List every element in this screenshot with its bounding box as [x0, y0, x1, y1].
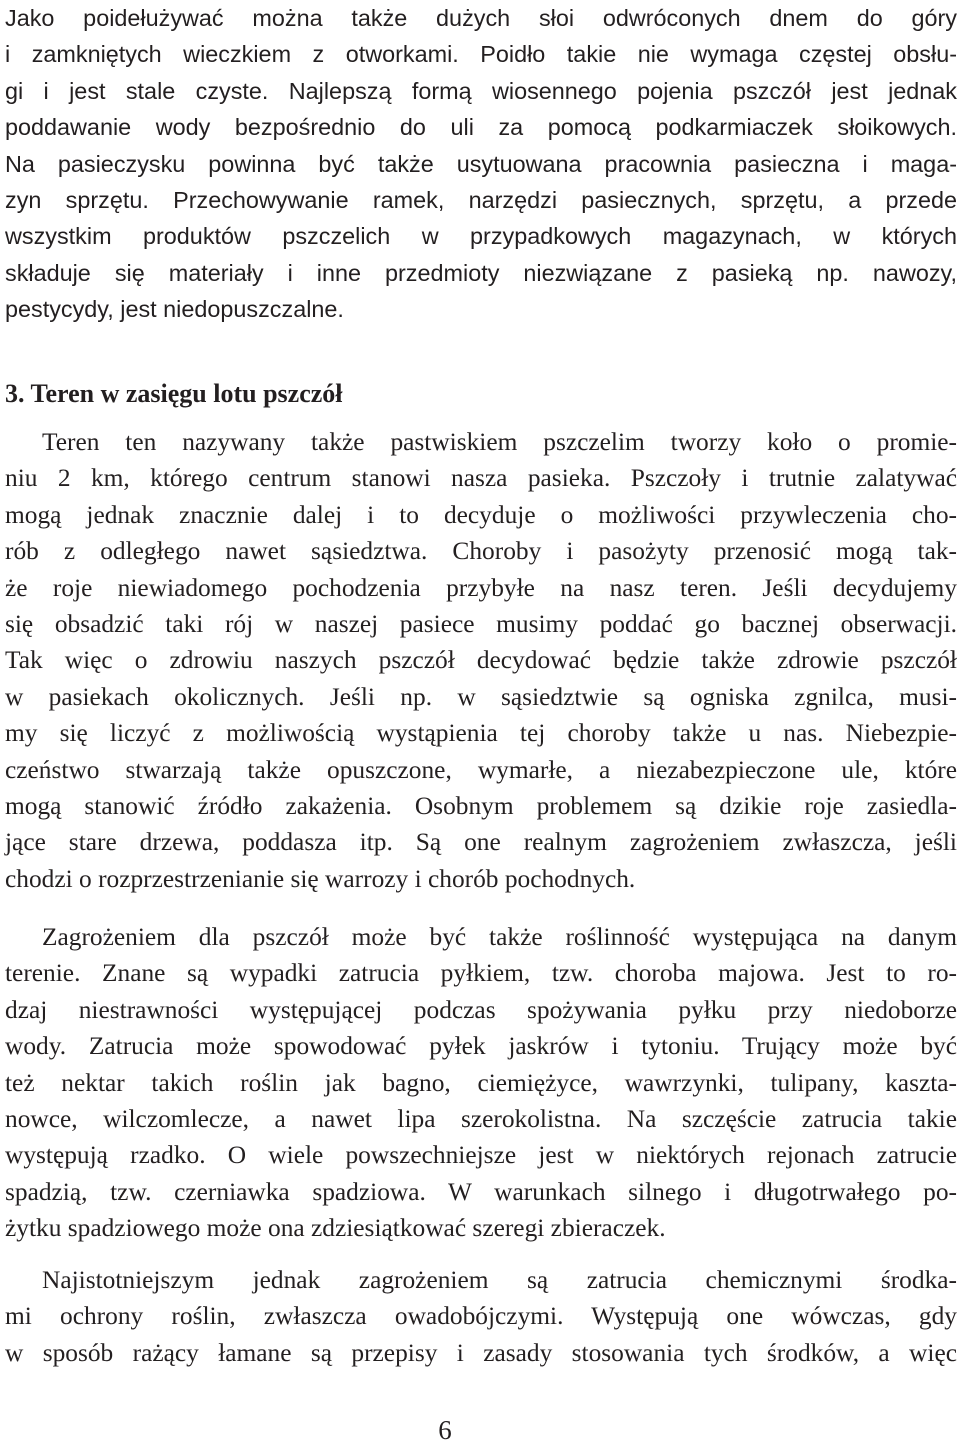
text-line: że roje niewiadomego pochodzenia przybyłe na nasz teren. Jeśli decydujemy — [5, 573, 957, 602]
text-line: żytku spadziowego może ona zdziesiątkować szeregi zbieraczek. — [5, 1214, 666, 1243]
body-paragraph-3 — [5, 1262, 957, 1371]
text-line: chodzi o rozprzestrzenianie się warrozy i chorób pochodnych. — [5, 864, 636, 893]
text-line: wody. Zatrucia może spowodować pyłek jaskrów i tytoniu. Trujący może być — [5, 1032, 957, 1061]
text-line: terenie. Znane są wypadki zatrucia pyłkiem, tzw. choroba majowa. Jest to ro- — [5, 959, 957, 988]
text-line: występują rzadko. O wiele powszechniejsze jest w niektórych rejonach zatrucie — [5, 1141, 957, 1170]
body-paragraph-2 — [5, 919, 957, 1247]
document-page — [5, 0, 957, 1448]
text-line: pestycydy, jest niedopuszczalne. — [5, 296, 344, 323]
intro-paragraph — [5, 0, 957, 328]
text-line: Najistotniejszym jednak zagrożeniem są zatrucia chemicznymi środka- — [42, 1266, 957, 1294]
text-line: nowce, wilczomlecze, a nawet lipa szerokolistna. Na szczęście zatrucia takie — [5, 1104, 957, 1133]
text-line: zyn sprzętu. Przechowywanie ramek, narzędzi pasiecznych, sprzętu, a przede — [5, 186, 957, 213]
text-line: mogą stanowić źródło zakażenia. Osobnym problemem są dzikie roje zasiedla- — [5, 791, 957, 820]
text-line: mi ochrony roślin, zwłaszcza owadobójczymi. Występują one wówczas, gdy — [5, 1302, 957, 1331]
text-line: w pasiekach okolicznych. Jeśli np. w sąsiedztwie są ogniska zgnilca, musi- — [5, 682, 957, 711]
text-line: się obsadzić taki rój w naszej pasiece musimy poddać go bacznej obserwacji. — [5, 609, 957, 638]
text-line: poddawanie wody bezpośrednio do uli za pomocą podkarmiaczek słoikowych. — [5, 114, 957, 141]
section-heading: 3. Teren w zasięgu lotu pszczół — [5, 379, 343, 408]
text-line: Jako poidełużywać można także dużych słoi odwróconych dnem do góry — [5, 5, 957, 31]
text-line: Zagrożeniem dla pszczół może być także roślinność występująca na danym — [42, 923, 957, 951]
text-line: czeństwo stwarzają także opuszczone, wymarłe, a niezabezpieczone ule, które — [5, 755, 957, 784]
text-line: jące stare drzewa, poddasza itp. Są one realnym zagrożeniem zwłaszcza, jeśli — [5, 828, 957, 857]
page-number: 6 — [438, 1415, 452, 1445]
text-line: my się liczyć z możliwością wystąpienia tej choroby także u nas. Niebezpie- — [5, 719, 957, 748]
body-paragraph-1 — [5, 424, 957, 897]
text-line: też nektar takich roślin jak bagno, ciemiężyce, wawrzynki, tulipany, kaszta- — [5, 1068, 957, 1097]
text-line: mogą jednak znacznie dalej i to decyduje o możliwości przywleczenia cho- — [5, 500, 957, 529]
text-line: Na pasieczysku powinna być także usytuowana pracownia pasieczna i maga- — [5, 150, 957, 177]
text-line: gi i jest stale czyste. Najlepszą formą wiosennego pojenia pszczół jest jednak — [5, 77, 957, 104]
text-line: w sposób rażący łamane są przepisy i zasady stosowania tych środków, a więc — [5, 1338, 957, 1367]
text-line: spadzią, tzw. czerniawka spadziowa. W warunkach silnego i długotrwałego po- — [5, 1177, 957, 1206]
text-line: dzaj niestrawności występującej podczas spożywania pyłku przy niedoborze — [5, 995, 957, 1024]
text-line: i zamkniętych wieczkiem z otworkami. Poidło takie nie wymaga częstej obsłu- — [5, 41, 957, 68]
text-line: Teren ten nazywany także pastwiskiem pszczelim tworzy koło o promie- — [42, 428, 957, 456]
text-line: wszystkim produktów pszczelich w przypadkowych magazynach, w których — [5, 223, 957, 250]
text-line: składuje się materiały i inne przedmioty niezwiązane z pasieką np. nawozy, — [5, 259, 957, 286]
text-line: niu 2 km, którego centrum stanowi nasza pasieka. Pszczoły i trutnie zalatywać — [5, 464, 957, 493]
text-line: rób z odległego nawet sąsiedztwa. Choroby i pasożyty przenosić mogą tak- — [5, 537, 957, 566]
text-line: Tak więc o zdrowiu naszych pszczół decydować będzie także zdrowie pszczół — [5, 646, 957, 675]
